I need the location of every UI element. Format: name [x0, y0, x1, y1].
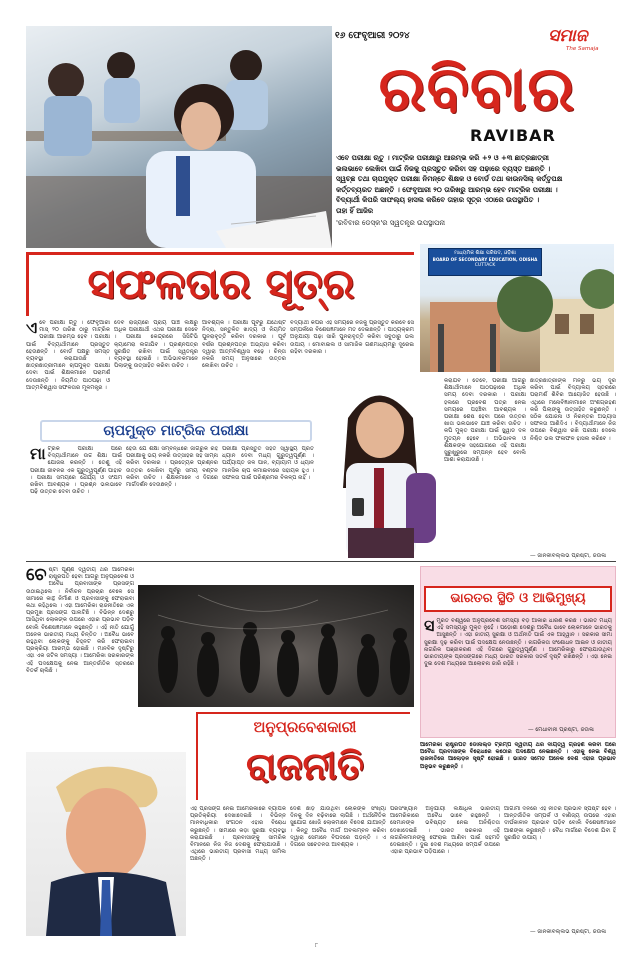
board-sign-english: BOARD OF SECONDARY EDUCATION, ODISHA [432, 257, 538, 262]
masthead-title: ରବିବାର [378, 52, 576, 125]
intro-line: ଏବେ ପରୀକ୍ଷା ଋତୁ । ମାଟ୍ରିକ ପରୀକ୍ଷାରୁ ଆରମ୍ଭ କରି +୨ ଓ +୩ ଛାତ୍ରଛାତ୍ରୀ [336, 154, 549, 162]
protest-crowd-photo [138, 585, 414, 707]
lead-column-2: ଦେବ ରାଜ୍ୟରେ ପ୍ରାୟ ପାଞ୍ଚ ଲକ୍ଷରୁ ଅଧିକ ପରୀକ୍ଷାର୍ଥୀ ଏଥର ପରୀକ୍ଷା ଦେବେ । ପରୀକ୍ଷା କେନ୍ଦ୍ରରେ ସିସିଟିଭି କ୍ୟାମେରା ଲଗାଯିବ । ପ୍ରଶ୍ନପତ୍ର ସୁରକ୍ଷିତ ରଖିବା ପାଇଁ ସ୍ୱତନ୍ତ୍ର ବ୍ୟବସ୍ଥା ହୋଇଛି । ଅଭିଭାବକମାନେ ପିଲାଙ୍କୁ ଉତ୍ସାହିତ କରିବା ଉଚିତ । [114, 320, 198, 370]
intro-line: ଭଲଭାବେ ଲେଖିବା ପାଇଁ ନିଜକୁ ପ୍ରସ୍ତୁତ କରିବା ସହ ପଢ଼ାରେ ବ୍ୟସ୍ତ ଅଛନ୍ତି । [336, 164, 551, 173]
board-sign-city: CUTTACK [474, 263, 496, 268]
masthead-title-latin: RAVIBAR [470, 126, 556, 145]
intro-line: କର୍ତ୍ତବ୍ୟରତ ଅଛନ୍ତି । ଫେବୃଆରୀ ୨୦ ତାରିଖରୁ ଆରମ୍ଭ ହେବ ମାଟ୍ରିକ ପରୀକ୍ଷା । [336, 185, 558, 194]
intro-line: ସ୍ୱଚ୍ଛ ତଥା ଚାପମୁକ୍ତ ପରୀକ୍ଷା ନିମନ୍ତେ ଶିକ୍ଷକ ଓ ବୋର୍ଡ ତଥା କାଉନସିଲ୍ କର୍ତ୍ତୃପକ୍ଷ [336, 175, 563, 184]
bottom-column-4: ଆଗାମୀ ଦିନରେ ଏହି ନୀତିର ପ୍ରଭାବ ସ୍ପଷ୍ଟ ହେବ । ଆନ୍ତର୍ଜାତିକ ସମ୍ପର୍କ ଓ ବାଣିଜ୍ୟ ଉପରେ ଏହାର ଦୀର୍ଘକାଳୀନ ପ୍ରଭାବ ପଡ଼ିବ ବୋଲି ବିଶେଷଜ୍ଞମାନେ ଆଶଙ୍କା କରୁଛନ୍ତି । ବୈଧ ମାର୍ଗରେ ବିଦେଶ ଯିବା ହିଁ ସୁରକ୍ଷିତ ଉପାୟ । [504, 806, 616, 841]
student-girl-photo [318, 378, 440, 558]
board-sign [428, 248, 542, 276]
lead-headline: ସଫଳତାର ସୂତ୍ର [87, 259, 355, 308]
intro-byline: 'ରବିବାର ଡେସ୍କ'ର ସ୍ୱତନ୍ତ୍ର ଉପସ୍ଥାପନା [336, 218, 445, 227]
side-article-byline: — ମେଧାବୀନୀ ପ୍ରଷ୍ଟା, ଜଉଳା [528, 727, 594, 733]
bottom-intro-text: ଆମେରିକା ରାଷ୍ଟ୍ରପତି ଡୋନାଲ୍ଡ ଟ୍ରମ୍ପ ଦ୍ୱିତୀୟ ଥର ଦାୟିତ୍ୱ ଗ୍ରହଣ କରିବା ପରେ ଅବୈଧ ପ୍ରବାସୀଙ୍କ ବିରୋଧରେ କଠୋର ପଦକ୍ଷେପ ନେଇଛନ୍ତି । ଏହାକୁ ନେଇ ବିଶ୍ୱ ରାଜନୀତିରେ ଆଲୋଡ଼ନ ସୃଷ୍ଟି ହୋଇଛି । ଭାରତ ସମେତ ଅନେକ ଦେଶ ଏହାର ପ୍ରଭାବ ଅନୁଭବ କରୁଛନ୍ତି । [420, 742, 616, 770]
bottom-byline: — ଜାନକୀବଲ୍ଲଭ ପ୍ରଷ୍ଟା, ଜଉଳା [530, 929, 606, 935]
board-sign-odia: ମାଧ୍ୟମିକ ଶିକ୍ଷା ପରିଷଦ, ଓଡ଼ିଶା [454, 250, 516, 256]
lead-column-8: କରାଯିବ । ତେବେ, ପରୀକ୍ଷା ଆଗରୁ ଶିକ୍ଷାର୍ଥୀମାନେ ପାଠପଢ଼ାରେ ଅଧିକ ସମୟ ଦେବା ଦରକାର । ପରୀକ୍ଷା ହଲରେ ପ୍ରବେଶ ପତ୍ର ନେଇ ସମୟରେ ପହଞ୍ଚିବା ଆବଶ୍ୟକ । ପରୀକ୍ଷା ଶେଷ ହେବା ପରେ ଉତ୍ତର ଖାତା ଭଲଭାବେ ଯାଞ୍ଚ କରିବା ଉଚିତ । କପି ମୁକ୍ତ ପରୀକ୍ଷା ପାଇଁ ସ୍କ୍ୱାଡ ଦଳ ମୁତୟନ ହେବେ । ଅଭିଭାବକ ଓ ଶିକ୍ଷକଙ୍କ ସହଯୋଗରେ ଏହି ପରୀକ୍ଷା ସୁରୁଖୁରୁରେ ସମ୍ପନ୍ନ ହେବ ବୋଲି ଆଶା କରାଯାଉଛି । [444, 378, 526, 464]
intro-line: ତାହା ହିଁ ଆଜିର [336, 206, 374, 215]
lead-column-3: ଆବଶ୍ୟକ । ପରୀକ୍ଷା ପୂର୍ବରୁ ଯଥେଷ୍ଟ ନିଦ୍ରା, ସନ୍ତୁଳିତ ଖାଦ୍ୟ ଓ ନିୟମିତ ପୁନରାବୃତ୍ତି କରିବା ଦରକାର । ପୂର୍ବ ବର୍ଷର ପ୍ରଶ୍ନପତ୍ର ଅଭ୍ୟାସ କରିବା ଦ୍ୱାରା ଆତ୍ମବିଶ୍ୱାସ ବଢ଼େ । ଚିନ୍ତା ନକରି ସମୟ ଅନୁସାରେ ଉତ୍ତର ଲେଖିବା ଉଚିତ । [202, 320, 286, 370]
issue-date: ୧୬ ଫେବୃଆରୀ ୨୦୨୪ [335, 31, 410, 41]
sub-heading: ଚାପମୁକ୍ତ ମାଟ୍ରିକ ପରୀକ୍ଷା [103, 423, 249, 439]
publisher-subtitle: The Samaja [566, 46, 599, 52]
lead-column-5: ମାଟ୍ରିକ ପରୀକ୍ଷା ପରେ ବିଦ୍ୟାର୍ଥୀମାନେ ଉଚ୍ଚ ଶିକ୍ଷା ପାଇଁ ଯୋଜନା କରନ୍ତି । ତେଣୁ ଏହି ପରୀକ୍ଷା ଜୀବନର ଏକ ଗୁରୁତ୍ୱପୂର୍ଣ୍ଣ ପାହାଚ । ପରୀକ୍ଷା ସମୟରେ ଧୈର୍ଯ୍ୟ ଓ ସଂଯମ ରଖିବା ଆବଶ୍ୟକ । ପ୍ରଶ୍ନ ଭଲଭାବେ ପଢ଼ି ଉତ୍ତର ଦେବା ଉଚିତ । [30, 446, 122, 496]
bottom-column-1: ଏହି ପ୍ରସଙ୍ଗ ନେଇ ଆମେରିକାରେ ବ୍ୟାପକ ପ୍ରତିକ୍ରିୟା ଦେଖାଦେଇଛି । ବିଭିନ୍ନ ମାନବାଧିକାର ସଂଗଠନ ଏହାର ବିରୋଧ କରୁଛନ୍ତି । ସୀମାରେ କଡ଼ା ସୁରକ୍ଷା ବ୍ୟବସ୍ଥା କରାଯାଇଛି । ପ୍ରବାସୀଙ୍କୁ ସାମରିକ ବିମାନରେ ନିଜ ନିଜ ଦେଶକୁ ଫେରାଯାଉଛି । ଏଥିରେ ଭାରତୀୟ ପ୍ରବାସୀ ମଧ୍ୟ ସାମିଲ ଅଛନ୍ତି । [190, 806, 286, 863]
section-divider [26, 561, 616, 562]
bottom-headline-main: ରାଜନୀତି [245, 743, 365, 788]
classroom-photo [26, 26, 332, 248]
lead-column-9: ଛାତ୍ରଛାତ୍ରୀଙ୍କ ମନରୁ ଭୟ ଦୂର କରିବା ପାଇଁ ବିଦ୍ୟାଳୟ ସ୍ତରରେ ପରାମର୍ଶ ଶିବିର ଆୟୋଜିତ ହେଉଛି । ଏଥିରେ ମନୋବିଜ୍ଞାନୀମାନେ ଅଂଶଗ୍ରହଣ କରି ପିଲାଙ୍କୁ ଉତ୍ସାହିତ କରୁଛନ୍ତି । ସଠିକ ଯୋଜନା ଓ ନିରନ୍ତର ଅଭ୍ୟାସ ସଫଳତା ଆଣିଦିଏ । ବିଦ୍ୟାର୍ଥୀମାନେ ନିଜ ଉପରେ ବିଶ୍ୱାସ ରଖି ପରୀକ୍ଷା ଦେଲେ ନିଶ୍ଚିତ ଭଲ ଫଳାଫଳ ହାସଲ କରିବେ । [530, 378, 616, 442]
lead-column-1: ଏବେ ପରୀକ୍ଷା ଋତୁ । ଫେବୃଆରୀ ମାସ୍ ୨୦ ତାରିଖ ଠାରୁ ମାଟ୍ରିକ ପରୀକ୍ଷା ଆରମ୍ଭ ହେବ । ପରୀକ୍ଷା ପାଇଁ ବିଦ୍ୟାର୍ଥୀମାନେ ପ୍ରସ୍ତୁତ ହେଉଛନ୍ତି । ବୋର୍ଡ ପକ୍ଷରୁ ସମସ୍ତ ବ୍ୟବସ୍ଥା କରାଯାଉଛି । ଛାତ୍ରଛାତ୍ରୀମାନେ ଚାପମୁକ୍ତ ପରୀକ୍ଷା ଦେବା ପାଇଁ ଶିକ୍ଷକମାନେ ପରାମର୍ଶ ଦେଉଛନ୍ତି । ନିୟମିତ ପାଠପଢ଼ା ଓ ଆତ୍ମବିଶ୍ୱାସ ସଫଳତାର ମୂଳମନ୍ତ୍ର । [26, 320, 110, 391]
bottom-headline-top: ଅନୁପ୍ରବେଶକାରୀ [253, 718, 357, 736]
board-building-photo [420, 244, 614, 372]
left-column-text: ଚେଷ୍ଟା ପୂର୍ଣ୍ଣ ଦ୍ୱିତୀୟ ଥର ଆମେରିକା ରାଷ୍ଟ୍ରପତି ହେବା ଆଗରୁ ଅନୁପ୍ରବେଶ ଓ ଅବୈଧ ପ୍ରବାସୀଙ୍କ ପ୍ରସଙ୍ଗ ଉଠାଇଥିଲେ । ନିର୍ବାଚନ ପ୍ରଚାର ବେଳେ ସେ ସୀମାରେ କାନ୍ଥ ନିର୍ମାଣ ଓ ପ୍ରବାସୀଙ୍କୁ ଫେରାଇବା କଥା କହିଥିଲେ । ଏହା ଆମେରିକା ରାଜନୀତିରେ ଏକ ପ୍ରମୁଖ ପ୍ରସଙ୍ଗ ପାଲଟିଛି । ବିଭିନ୍ନ ଦେଶରୁ ଆସିଥିବା ଲୋକଙ୍କ ଉପରେ ଏହାର ପ୍ରଭାବ ପଡ଼ିବ ବୋଲି ବିଶେଷଜ୍ଞମାନେ କହୁଛନ୍ତି । ଏହି ନୀତି ଯୋଗୁଁ ଅନେକ ଭାରତୀୟ ମଧ୍ୟ ଚିନ୍ତିତ । ଅବୈଧ ଭାବେ ରହୁଥିବା ଲୋକଙ୍କୁ ଚିହ୍ନଟ କରି ଫେରାଇବା ପ୍ରକ୍ରିୟା ଆରମ୍ଭ ହୋଇଛି । ମାନବିକ ଦୃଷ୍ଟିରୁ ଏହା ଏକ ଜଟିଳ ସମସ୍ୟା । ଆମେରିକା ସରକାରଙ୍କ ଏହି ପଦକ୍ଷେପକୁ ନେଇ ଆନ୍ତର୍ଜାତିକ ସ୍ତରରେ ବିତର୍କ ଚାଲିଛି । [26, 567, 134, 674]
bottom-column-2: ଦେଶ ଛାଡ଼ି ଯାଉଥିବା ଲୋକଙ୍କ ସଂଖ୍ୟା ଦିନକୁ ଦିନ ବଢ଼ିବାରେ ଲାଗିଛି । ଅର୍ଥନୈତିକ ସୁଯୋଗ ଖୋଜି ଲୋକମାନେ ବିଦେଶ ଯାଆନ୍ତି । କିନ୍ତୁ ଅବୈଧ ମାର୍ଗ ଅବଲମ୍ବନ କରିବା ଦ୍ୱାରା ସେମାନେ ବିପଦରେ ପଡ଼ନ୍ତି । ଏ ଦିଗରେ ସଚେତନତା ଆବଶ୍ୟକ । [290, 806, 386, 849]
bottom-column-3: ପରିସଂଖ୍ୟାନ ଅନୁଯାୟୀ ଲକ୍ଷାଧିକ ଭାରତୀୟ ଆମେରିକାରେ ଅବୈଧ ଭାବେ ରହୁଛନ୍ତି । ସେମାନଙ୍କ ଭବିଷ୍ୟତ ନେଇ ଅନିଶ୍ଚିତତା ଦେଖାଦେଇଛି । ଭାରତ ସରକାର ଏହି ନାଗରିକମାନଙ୍କୁ ଫେରାଇ ଆଣିବା ପାଇଁ ସହମତି ଦେଇଛନ୍ତି । ଦୁଇ ଦେଶ ମଧ୍ୟରେ ସମ୍ପର୍କ ଉପରେ ଏହାର ପ୍ରଭାବ ପଡ଼ିପାରେ । [390, 806, 500, 856]
page-number: ୮ [315, 942, 319, 949]
publisher-name: ସମାଜ [548, 26, 588, 46]
lead-byline: — ଜାନକୀବଲ୍ଲଭ ପ୍ରଷ୍ଟା, ଜଉଳା [530, 553, 606, 559]
lead-column-6: ହେଉ ଯେ ଶିକ୍ଷା ସମ୍ବନ୍ଧରେ ଜାଗରୁକ ରହି ପରୀକ୍ଷାକୁ ଭୟ ନକରି ଉତ୍ସାହର ସହ ସାମ୍ନା କରିବା ଦରକାର । ପ୍ରତ୍ୟେକ ପ୍ରଶ୍ନର ଉତ୍ତର ଲେଖିବା ପୂର୍ବରୁ ସମୟ ବଣ୍ଟନ କରିବା ଉଚିତ । ଶିକ୍ଷକମାନେ ଏ ଦିଗରେ ମାର୍ଗଦର୍ଶନ ଦେଉଛନ୍ତି । [126, 446, 218, 489]
side-article-headline: ଭାରତର ସ୍ଥିତି ଓ ଆଭିମୁଖ୍ୟ [450, 591, 586, 606]
side-article-text: ସମ୍ପ୍ରତି ବିଶ୍ୱରେ ଅନୁପ୍ରବେଶ ସମସ୍ୟା ବଡ଼ ଆକାର ଧାରଣ କରିଛି । ଭାରତ ମଧ୍ୟ ଏହି ସମସ୍ୟାରୁ ମୁକ୍ତ ନୁହେଁ । ପଡ଼ୋଶୀ ଦେଶରୁ ଅବୈଧ ଭାବେ ଲୋକମାନେ ଭାରତକୁ ଆସୁଛନ୍ତି । ଏହା ଜାତୀୟ ସୁରକ୍ଷା ଓ ଅର୍ଥନୀତି ପାଇଁ ଏକ ଆହ୍ୱାନ । ସରକାର ସୀମା ସୁରକ୍ଷା ଦୃଢ଼ କରିବା ପାଇଁ ପଦକ୍ଷେପ ନେଉଛନ୍ତି । ନାଗରିକତା ସଂଶୋଧନ ଆଇନ ଓ ଜାତୀୟ ନାଗରିକ ପଞ୍ଜୀକରଣ ଏହି ଦିଗରେ ଗୁରୁତ୍ୱପୂର୍ଣ୍ଣ । ଆମେରିକାରୁ ଫେରାଯାଉଥିବା ଭାରତୀୟଙ୍କ ପ୍ରସଙ୍ଗରେ ମଧ୍ୟ ଭାରତ ସରକାର ସତର୍କ ଦୃଷ୍ଟି ରଖିଛନ୍ତି । ଏହା ନେଇ ଦୁଇ ଦେଶ ମଧ୍ୟରେ ଆଲୋଚନା ଜାରି ରହିଛି । [424, 618, 612, 668]
intro-text [336, 153, 622, 228]
lead-column-7: ପରୀକ୍ଷା ପ୍ରସ୍ତୁତି ସହିତ ସ୍ୱାସ୍ଥ୍ୟ ପ୍ରତି ଧ୍ୟାନ ଦେବା ମଧ୍ୟ ଗୁରୁତ୍ୱପୂର୍ଣ୍ଣ । ପର୍ଯ୍ୟାପ୍ତ ଜଳ ପାନ, ବ୍ୟାୟାମ ଓ ଧ୍ୟାନ ମାନସିକ ଚାପ କମାଇବାରେ ସହାୟକ ହୁଏ । ସଫଳତା ପାଇଁ ପରିଶ୍ରମର ବିକଳ୍ପ ନାହିଁ । [222, 446, 314, 481]
lead-column-4: ବିଦ୍ୟାର୍ଥୀ କିପରି ଏହି ସମୟରେ ନିଜକୁ ପ୍ରସ୍ତୁତ କରିବେ ସେ ସମ୍ପର୍କରେ ବିଶେଷଜ୍ଞମାନେ ମତ ଦେଇଛନ୍ତି । ପାଠ୍ୟକ୍ରମ ଅନୁଯାୟୀ ପଢ଼ା ସାରି ପୁନରାବୃତ୍ତି କରିବା ସବୁଠାରୁ ଭଲ ଉପାୟ । ମୋବାଇଲ ଓ ସାମାଜିକ ଗଣମାଧ୍ୟମରୁ ଦୂରେଇ ରହିବା ଦରକାର । [290, 320, 414, 355]
intro-line: ବିଦ୍ୟାର୍ଥୀ କିପରି ସାଫଲ୍ୟ ହାସଲ କରିବେ ତାହାର ସୂତ୍ର ଏଠାରେ ଉପସ୍ଥାପିତ । [336, 196, 540, 205]
politician-photo [26, 752, 186, 936]
